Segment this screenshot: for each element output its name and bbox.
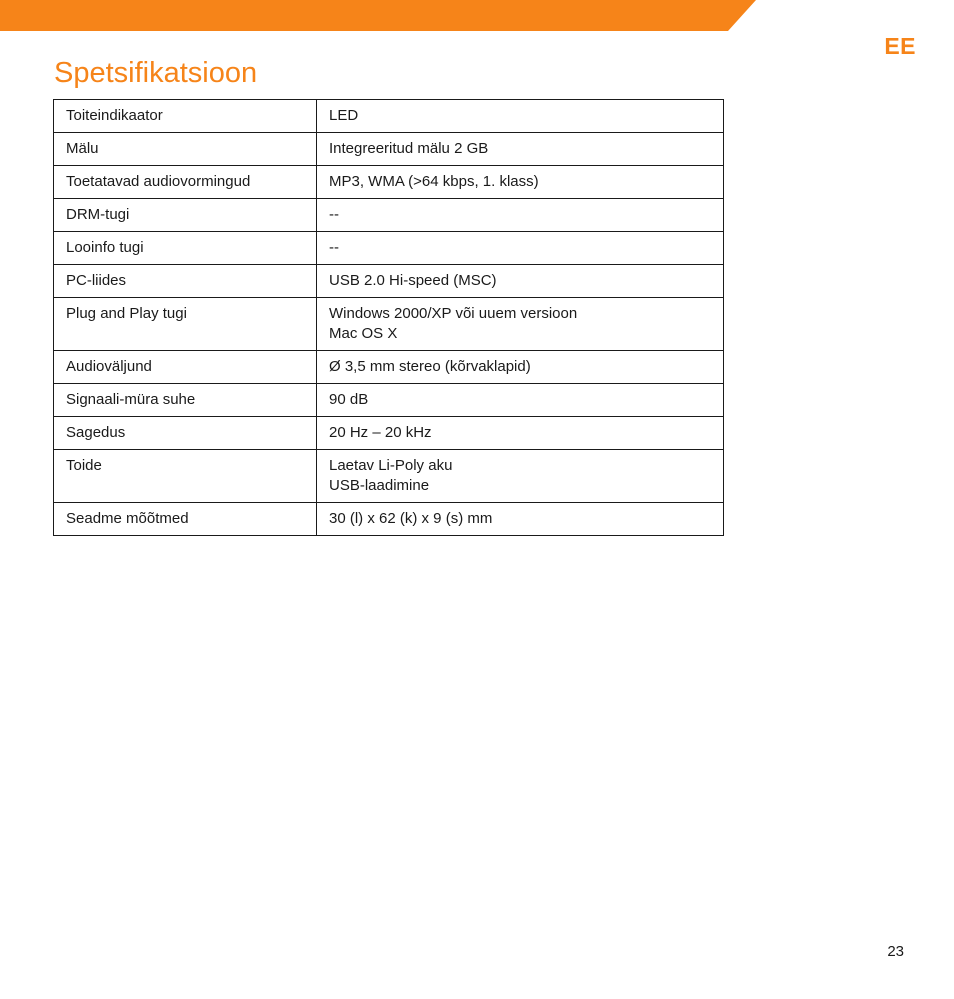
page-number: 23 (887, 943, 904, 960)
spec-label: PC-liides (54, 265, 317, 298)
spec-label: Looinfo tugi (54, 232, 317, 265)
spec-value-line: Laetav Li-Poly aku (329, 457, 453, 474)
spec-label: Signaali-müra suhe (54, 384, 317, 417)
spec-row (54, 166, 724, 199)
spec-value (317, 133, 724, 166)
spec-label: DRM-tugi (54, 199, 317, 232)
spec-label: Plug and Play tugi (54, 298, 317, 351)
spec-value-line: USB 2.0 Hi-speed (MSC) (329, 272, 497, 289)
spec-value (317, 417, 724, 450)
spec-value-line: Mac OS X (329, 325, 398, 342)
spec-value (317, 351, 724, 384)
spec-value-line: 30 (l) x 62 (k) x 9 (s) mm (329, 510, 493, 527)
spec-value (317, 232, 724, 265)
spec-row (54, 351, 724, 384)
spec-row (54, 265, 724, 298)
spec-row (54, 384, 724, 417)
spec-value-line: 20 Hz – 20 kHz (329, 424, 432, 441)
spec-value-line: -- (329, 206, 339, 223)
spec-table (53, 99, 724, 536)
page-title: Spetsifikatsioon (54, 57, 258, 89)
spec-value (317, 265, 724, 298)
spec-row (54, 232, 724, 265)
spec-value (317, 298, 724, 351)
spec-row (54, 417, 724, 450)
spec-table-body (54, 100, 724, 536)
spec-value-line: USB-laadimine (329, 477, 430, 494)
spec-value-line: MP3, WMA (>64 kbps, 1. klass) (329, 173, 539, 190)
top-banner-shape (0, 0, 756, 31)
spec-row (54, 100, 724, 133)
spec-label: Seadme mõõtmed (54, 503, 317, 536)
spec-value-line: Ø 3,5 mm stereo (kõrvaklapid) (329, 358, 531, 375)
spec-value-line: Windows 2000/XP või uuem versioon (329, 305, 578, 322)
spec-value (317, 199, 724, 232)
language-badge: EE (884, 33, 916, 59)
spec-row (54, 199, 724, 232)
spec-value-line: LED (329, 107, 359, 124)
spec-value (317, 166, 724, 199)
spec-value-line: Integreeritud mälu 2 GB (329, 140, 489, 157)
spec-row (54, 450, 724, 503)
spec-row (54, 503, 724, 536)
spec-row (54, 298, 724, 351)
top-banner (0, 0, 954, 31)
spec-label: Toide (54, 450, 317, 503)
spec-label: Audioväljund (54, 351, 317, 384)
spec-label: Sagedus (54, 417, 317, 450)
spec-value (317, 384, 724, 417)
spec-label: Toetatavad audiovormingud (54, 166, 317, 199)
spec-value (317, 100, 724, 133)
spec-value-line: 90 dB (329, 391, 369, 408)
spec-value (317, 450, 724, 503)
spec-value-line: -- (329, 239, 339, 256)
spec-row (54, 133, 724, 166)
spec-label: Toiteindikaator (54, 100, 317, 133)
spec-value (317, 503, 724, 536)
spec-label: Mälu (54, 133, 317, 166)
